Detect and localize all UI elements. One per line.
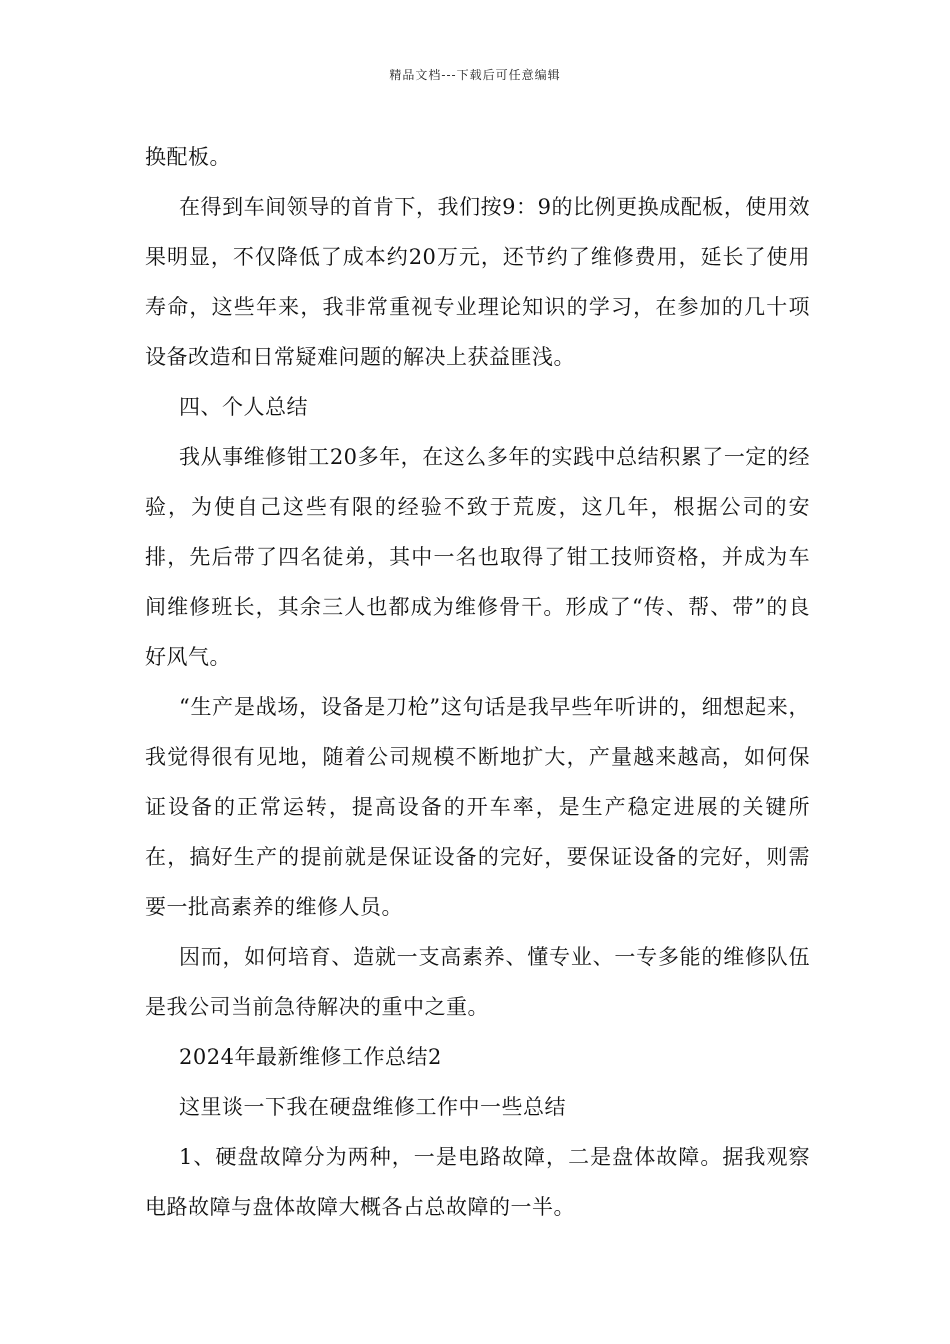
- section-heading-summary-2: 2024年最新维修工作总结2: [179, 1045, 442, 1069]
- paragraph-production-equipment: “生产是战场，设备是刀枪”这句话是我早些年听讲的，细想起来，我觉得很有见地，随着公司规模不断地扩大，产量越来越高，如何保证设备的正常运转，提高设备的开车率，是生产稳定进展的关键所在，搞好生产的提前就是保证设备的完好，要保证设备的完好，则需要一批高素养的维修人员。: [145, 695, 810, 919]
- paragraph-board-replacement: 在得到车间领导的首肯下，我们按9：9的比例更换成配板，使用效果明显，不仅降低了成本约20万元，还节约了维修费用，延长了使用寿命，这些年来，我非常重视专业理论知识的学习，在参加的几十项设备改造和日常疑难问题的解决上获益匪浅。: [145, 195, 810, 369]
- section-heading-personal-summary: 四、个人总结: [179, 395, 308, 419]
- paragraph-experience: 我从事维修钳工20多年，在这么多年的实践中总结积累了一定的经验，为使自己这些有限的经验不致于荒废，这几年，根据公司的安排，先后带了四名徒弟，其中一名也取得了钳工技师资格，并成为车间维修班长，其余三人也都成为维修骨干。形成了“传、帮、带”的良好风气。: [145, 445, 810, 669]
- paragraph-hard-disk-faults: 1、硬盘故障分为两种，一是电路故障，二是盘体故障。据我观察电路故障与盘体故障大概各占总故障的一半。: [145, 1145, 810, 1219]
- document-body: [145, 132, 810, 1232]
- paragraph-hard-disk-intro: 这里谈一下我在硬盘维修工作中一些总结: [179, 1095, 566, 1119]
- page-header: 精品文档---下载后可任意编辑: [389, 68, 561, 82]
- paragraph-continuation: 换配板。: [145, 145, 231, 169]
- paragraph-team-building: 因而，如何培育、造就一支高素养、懂专业、一专多能的维修队伍是我公司当前急待解决的重中之重。: [145, 945, 810, 1019]
